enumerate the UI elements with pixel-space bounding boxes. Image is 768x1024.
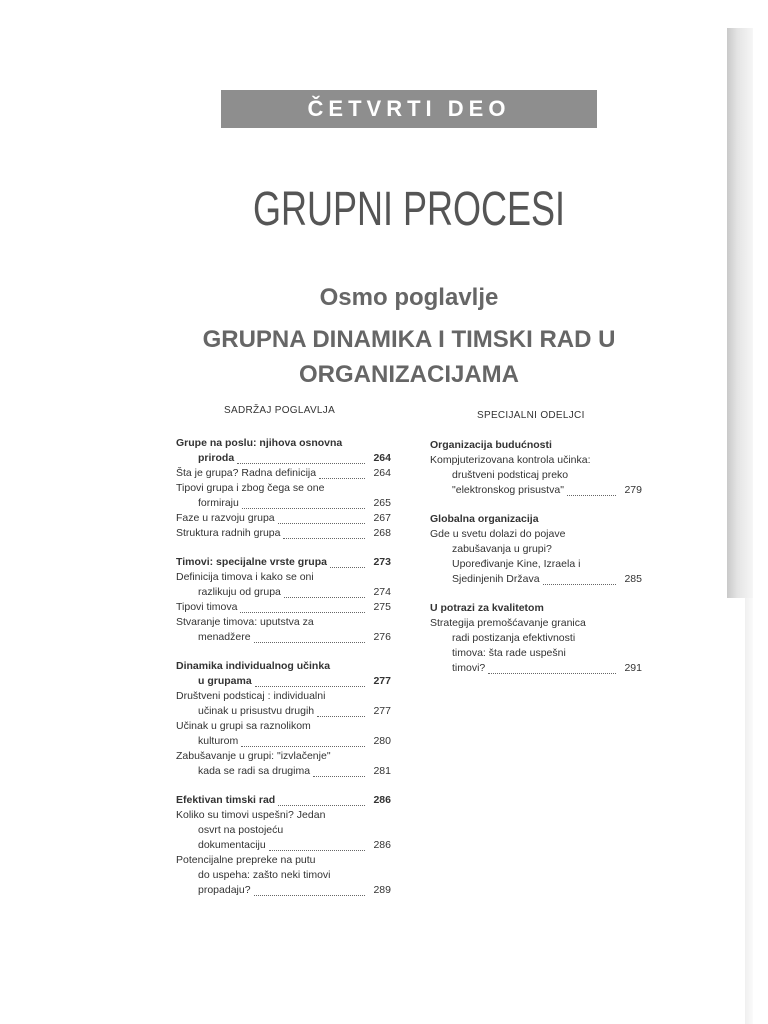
- toc-entry: [176, 570, 391, 585]
- page-number: 264: [373, 467, 391, 479]
- toc-entry-text: zabušavanja u grupi?: [452, 543, 552, 555]
- leader-dots: [278, 804, 365, 806]
- toc-entry: [430, 483, 642, 498]
- page-number: 279: [624, 484, 642, 496]
- toc-group-heading: [430, 438, 642, 453]
- leader-dots: [283, 537, 365, 539]
- toc-group-heading-text: U potrazi za kvalitetom: [430, 602, 544, 614]
- toc-group-heading: [176, 674, 391, 689]
- page-number: 276: [373, 631, 391, 643]
- contents-list: [176, 436, 391, 912]
- toc-group-heading-text: Efektivan timski rad: [176, 794, 276, 806]
- toc-entry: [176, 883, 391, 898]
- toc-group-heading-text: Organizacija budućnosti: [430, 439, 552, 451]
- toc-entry: [176, 526, 391, 541]
- page-number: 281: [373, 765, 391, 777]
- leader-dots: [254, 641, 365, 643]
- page-number: 265: [373, 497, 391, 509]
- leader-dots: [240, 611, 365, 613]
- toc-entry-text: Stvaranje timova: uputstva za: [176, 616, 314, 628]
- leader-dots: [317, 715, 365, 717]
- toc-entry: [176, 808, 391, 823]
- toc-group-heading-text: Dinamika individualnog učinka: [176, 660, 331, 672]
- page-number: 268: [373, 527, 391, 539]
- toc-entry: [176, 868, 391, 883]
- toc-entry-text: Gde u svetu dolazi do pojave: [430, 528, 566, 540]
- toc-group-heading: [430, 512, 642, 527]
- toc-entry-text: učinak u prisustvu drugih: [198, 705, 315, 717]
- toc-entry: [176, 511, 391, 526]
- toc-entry-text: radi postizanja efektivnosti: [452, 632, 576, 644]
- toc-entry-text: Tipovi timova: [176, 601, 238, 613]
- leader-dots: [237, 462, 365, 464]
- chapter-title: GRUPNA DINAMIKA I TIMSKI RAD U ORGANIZACIJAMA: [202, 326, 616, 388]
- toc-entry-text: Šta je grupa? Radna definicija: [176, 467, 317, 479]
- toc-entry: [430, 631, 642, 646]
- toc-group: [430, 438, 642, 498]
- toc-entry: [176, 585, 391, 600]
- page-number: 264: [373, 452, 391, 464]
- leader-dots: [278, 522, 365, 524]
- toc-entry: [176, 734, 391, 749]
- leader-dots: [488, 672, 616, 674]
- toc-group-heading: [176, 555, 391, 570]
- toc-entry: [430, 646, 642, 661]
- toc-entry-text: Učinak u grupi sa raznolikom: [176, 720, 311, 732]
- toc-group-heading: [176, 451, 391, 466]
- toc-entry-text: "elektronskog prisustva": [452, 484, 564, 496]
- page-number: 277: [373, 675, 391, 687]
- toc-entry-text: Tipovi grupa i zbog čega se one: [176, 482, 325, 494]
- toc-entry-text: Upoređivanje Kine, Izraela i: [452, 558, 581, 570]
- page-number: 274: [373, 586, 391, 598]
- toc-entry: [430, 661, 642, 676]
- toc-group: [176, 793, 391, 898]
- toc-entry: [176, 764, 391, 779]
- toc-entry: [176, 496, 391, 511]
- toc-group-heading: [176, 436, 391, 451]
- page-number: 285: [624, 573, 642, 585]
- toc-entry: [430, 527, 642, 542]
- toc-entry-text: menadžere: [198, 631, 251, 643]
- leader-dots: [241, 745, 365, 747]
- page-number: 286: [373, 839, 391, 851]
- toc-entry: [176, 600, 391, 615]
- page-number: 275: [373, 601, 391, 613]
- leader-dots: [330, 566, 365, 568]
- leader-dots: [254, 894, 365, 896]
- toc-entry-text: Sjedinjenih Država: [452, 573, 540, 585]
- toc-entry-text: Zabušavanje u grupi: "izvlačenje": [176, 750, 331, 762]
- leader-dots: [567, 494, 616, 496]
- toc-entry: [176, 466, 391, 481]
- page-number: 286: [373, 794, 391, 806]
- toc-entry: [176, 689, 391, 704]
- chapter-number: Osmo poglavlje: [319, 284, 499, 311]
- leader-dots: [543, 583, 616, 585]
- toc-group-heading-text: priroda: [198, 452, 235, 464]
- toc-entry-text: Definicija timova i kako se oni: [176, 571, 314, 583]
- toc-group: [176, 555, 391, 645]
- toc-entry-text: kada se radi sa drugima: [198, 765, 311, 777]
- special-sections-heading: SPECIJALNI ODELJCI: [477, 410, 585, 421]
- toc-entry: [430, 542, 642, 557]
- toc-entry: [176, 481, 391, 496]
- page-number: 280: [373, 735, 391, 747]
- toc-entry: [176, 838, 391, 853]
- toc-entry: [176, 615, 391, 630]
- toc-entry: [176, 823, 391, 838]
- toc-entry-text: Strategija premošćavanje granica: [430, 617, 586, 629]
- toc-entry: [430, 557, 642, 572]
- leader-dots: [242, 507, 365, 509]
- leader-dots: [255, 685, 365, 687]
- toc-entry-text: Društveni podsticaj : individualni: [176, 690, 326, 702]
- scan-edge-shadow-lower: [745, 598, 753, 1024]
- toc-entry: [176, 630, 391, 645]
- toc-group-heading-text: Grupe na poslu: njihova osnovna: [176, 437, 343, 449]
- toc-group-heading: [176, 659, 391, 674]
- toc-entry-text: Struktura radnih grupa: [176, 527, 281, 539]
- toc-entry: [176, 749, 391, 764]
- toc-entry-text: timova: šta rade uspešni: [452, 647, 566, 659]
- page-number: 291: [624, 662, 642, 674]
- toc-entry: [430, 453, 642, 468]
- scan-edge-shadow: [727, 28, 753, 598]
- leader-dots: [284, 596, 365, 598]
- toc-entry-text: Kompjuterizovana kontrola učinka:: [430, 454, 591, 466]
- part-title: GRUPNI PROCESI: [252, 183, 566, 236]
- toc-entry-text: dokumentaciju: [198, 839, 266, 851]
- toc-group: [176, 659, 391, 779]
- toc-entry-text: Potencijalne prepreke na putu: [176, 854, 316, 866]
- toc-entry: [430, 616, 642, 631]
- page-number: 273: [373, 556, 391, 568]
- contents-heading: SADRŽAJ POGLAVLJA: [224, 405, 336, 416]
- toc-entry-text: Faze u razvoju grupa: [176, 512, 275, 524]
- toc-entry-text: kulturom: [198, 735, 239, 747]
- toc-group-heading-text: Timovi: specijalne vrste grupa: [176, 556, 327, 568]
- leader-dots: [319, 477, 365, 479]
- toc-entry: [430, 572, 642, 587]
- special-sections-list: [430, 438, 642, 690]
- toc-entry-text: formiraju: [198, 497, 239, 509]
- toc-entry-text: razlikuju od grupa: [198, 586, 281, 598]
- toc-group-heading-text: Globalna organizacija: [430, 513, 539, 525]
- toc-entry: [176, 704, 391, 719]
- part-banner: ČETVRTI DEO: [221, 90, 597, 128]
- toc-group-heading-text: u grupama: [198, 675, 252, 687]
- toc-entry-text: do uspeha: zašto neki timovi: [198, 869, 331, 881]
- toc-group: [430, 512, 642, 587]
- toc-entry-text: timovi?: [452, 662, 486, 674]
- page-number: 277: [373, 705, 391, 717]
- page-number: 267: [373, 512, 391, 524]
- leader-dots: [269, 849, 365, 851]
- toc-group-heading: [430, 601, 642, 616]
- page-number: 289: [373, 884, 391, 896]
- toc-entry-text: propadaju?: [198, 884, 251, 896]
- toc-entry-text: osvrt na postojeću: [198, 824, 284, 836]
- leader-dots: [313, 775, 365, 777]
- toc-group: [430, 601, 642, 676]
- toc-group-heading: [176, 793, 391, 808]
- toc-entry: [176, 719, 391, 734]
- toc-entry-text: Koliko su timovi uspešni? Jedan: [176, 809, 326, 821]
- toc-entry: [176, 853, 391, 868]
- toc-entry: [430, 468, 642, 483]
- toc-group: [176, 436, 391, 541]
- toc-entry-text: društveni podsticaj preko: [452, 469, 569, 481]
